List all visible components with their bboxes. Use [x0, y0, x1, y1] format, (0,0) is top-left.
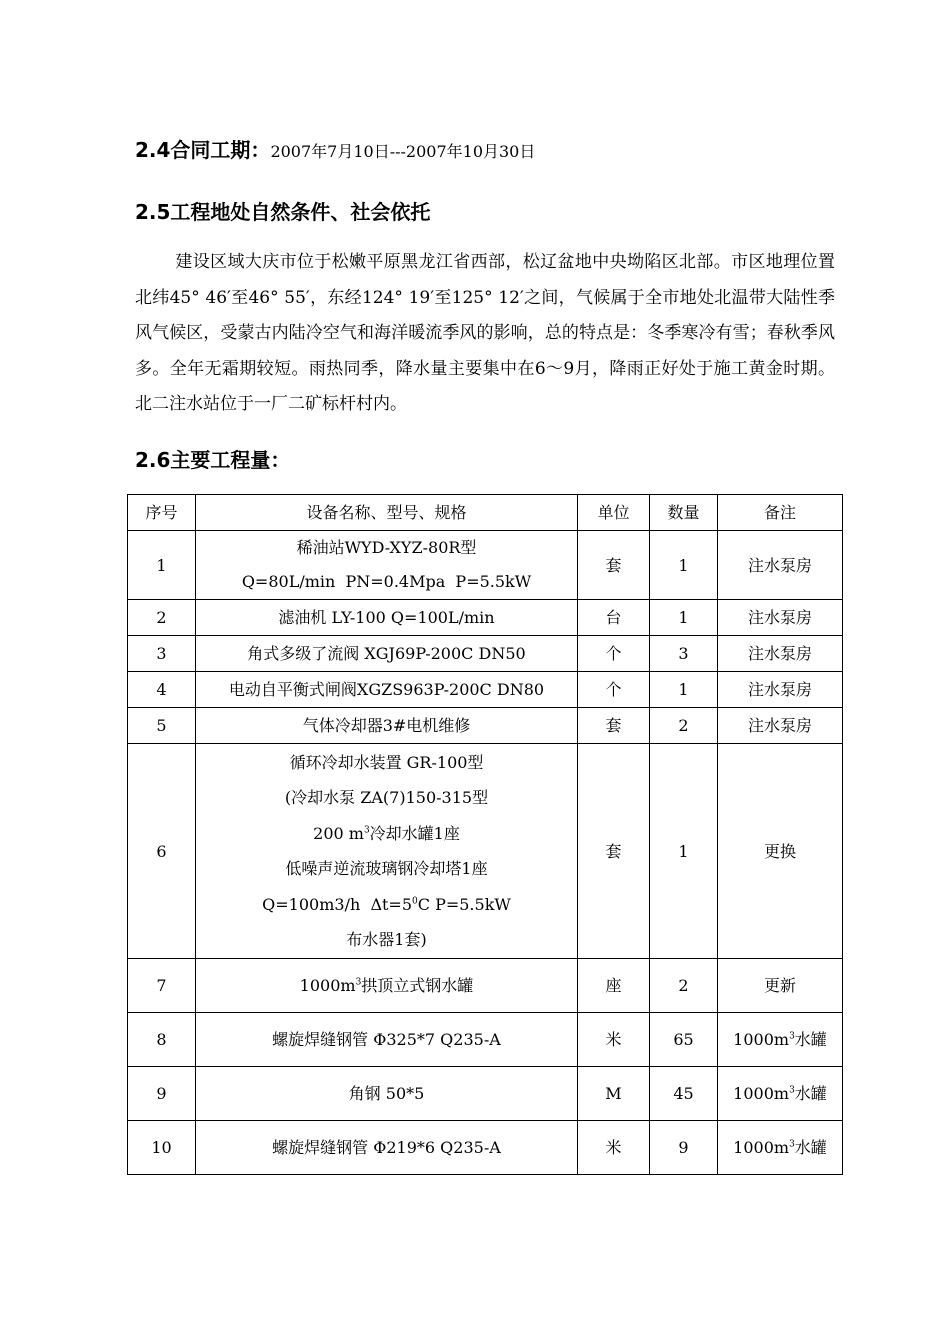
cell-no: 2 — [128, 600, 196, 636]
cell-note: $1000m^3$水罐 — [718, 1067, 843, 1121]
header-qty: 数量 — [650, 495, 718, 531]
cell-qty: 2 — [650, 708, 718, 744]
table-body — [128, 531, 843, 1175]
section-2-5-heading: 2.5工程地处自然条件、社会依托 — [135, 200, 431, 224]
cell-name-line: 循环冷却水装置 GR-100型 — [289, 752, 484, 772]
table-row — [128, 959, 843, 1013]
cell-qty: 45 — [650, 1067, 718, 1121]
cell-name — [196, 636, 578, 672]
cell-note: 更换 — [718, 744, 843, 959]
table-header-row — [128, 495, 843, 531]
cell-name-line: (冷却水泵 ZA(7)150-315型 — [284, 788, 489, 807]
section-2-6-heading: 2.6主要工程量： — [135, 448, 291, 472]
table-row — [128, 744, 843, 959]
cell-no: 9 — [128, 1067, 196, 1121]
cell-name-line: 角式多级了流阀 XGJ69P-200C DN50 — [247, 644, 526, 663]
cell-name — [196, 1067, 578, 1121]
cell-note: 注水泵房 — [718, 708, 843, 744]
cell-unit: 个 — [578, 636, 650, 672]
cell-note: 注水泵房 — [718, 600, 843, 636]
cell-no: 7 — [128, 959, 196, 1013]
cell-note: 注水泵房 — [718, 672, 843, 708]
cell-no: 4 — [128, 672, 196, 708]
cell-name-line: 稀油站WYD-XYZ-80R型 — [296, 538, 477, 557]
cell-unit: 米 — [578, 1121, 650, 1175]
cell-qty: 9 — [650, 1121, 718, 1175]
cell-name — [196, 1121, 578, 1175]
cell-name-line: 电动自平衡式闸阀XGZS963P-200C DN80 — [228, 680, 545, 699]
cell-unit: 套 — [578, 708, 650, 744]
cell-unit: 套 — [578, 744, 650, 959]
cell-no: 3 — [128, 636, 196, 672]
header-note: 备注 — [718, 495, 843, 531]
cell-qty: 1 — [650, 744, 718, 959]
cell-unit: M — [578, 1067, 650, 1121]
cell-name — [196, 1013, 578, 1067]
cell-name — [196, 708, 578, 744]
cell-qty: 65 — [650, 1013, 718, 1067]
table-row — [128, 636, 843, 672]
cell-note: 更新 — [718, 959, 843, 1013]
section-2-4-heading — [135, 138, 535, 164]
contract-period-value: 2007年7月10日---2007年10月30日 — [270, 142, 536, 161]
cell-qty: 2 — [650, 959, 718, 1013]
cell-note: 注水泵房 — [718, 636, 843, 672]
cell-unit: 台 — [578, 600, 650, 636]
cell-qty: 3 — [650, 636, 718, 672]
cell-qty: 1 — [650, 531, 718, 600]
cell-no: 6 — [128, 744, 196, 959]
cell-unit: 套 — [578, 531, 650, 600]
cell-name-line: Q=100m3/h $\Delta t=5^0C$ P=5.5kW — [262, 894, 511, 914]
quantities-table — [127, 494, 843, 1175]
cell-no: 8 — [128, 1013, 196, 1067]
cell-unit: 米 — [578, 1013, 650, 1067]
cell-note: $1000m^3$水罐 — [718, 1121, 843, 1175]
table-row — [128, 708, 843, 744]
cell-name — [196, 531, 578, 600]
cell-unit: 座 — [578, 959, 650, 1013]
header-unit: 单位 — [578, 495, 650, 531]
table-row — [128, 1013, 843, 1067]
header-no: 序号 — [128, 495, 196, 531]
cell-name-line: 滤油机 LY-100 Q=100L/min — [278, 608, 495, 627]
cell-name-line: 角钢 50*5 — [348, 1084, 425, 1103]
header-name: 设备名称、型号、规格 — [196, 495, 578, 531]
section-2-4-title: 2.4合同工期： — [135, 138, 271, 162]
cell-qty: 1 — [650, 600, 718, 636]
cell-name-line: Q=80L/min PN=0.4Mpa P=5.5kW — [241, 572, 532, 591]
cell-name — [196, 959, 578, 1013]
table-row — [128, 1067, 843, 1121]
cell-no: 5 — [128, 708, 196, 744]
cell-note: $1000m^3$水罐 — [718, 1013, 843, 1067]
cell-no: 10 — [128, 1121, 196, 1175]
table-row — [128, 672, 843, 708]
cell-name-line: $1000m^3$拱顶立式钢水罐 — [299, 976, 474, 995]
natural-conditions-paragraph — [135, 245, 835, 423]
cell-name — [196, 672, 578, 708]
cell-name-line: 低噪声逆流玻璃钢冷却塔1座 — [285, 859, 488, 878]
cell-unit: 个 — [578, 672, 650, 708]
table-row — [128, 600, 843, 636]
cell-name-line: 布水器1套) — [346, 930, 427, 949]
paragraph-text: 建设区域大庆市位于松嫩平原黑龙江省西部，松辽盆地中央坳陷区北部。市区地理位置北纬45° 46′至46° 55′，东经124° 19′至125° 12′之间，气候属于全市地处北温带大陆性季风气候区，受蒙古内陆冷空气和海洋暖流季风的影响，总的特点是：冬季寒冷有雪；春秋季风多。全年无霜期较短。雨热同季，降水量主要集中在6～9月，降雨正好处于施工黄金时期。北二注水站位于一厂二矿标杆村内。 — [135, 252, 835, 414]
cell-name-line: 螺旋焊缝钢管 Φ325*7 Q235-A — [272, 1030, 501, 1049]
cell-name-line: 气体冷却器3#电机维修 — [302, 716, 471, 735]
table-row — [128, 531, 843, 600]
cell-name-line: 螺旋焊缝钢管 Φ219*6 Q235-A — [272, 1138, 501, 1157]
cell-name — [196, 744, 578, 959]
cell-qty: 1 — [650, 672, 718, 708]
cell-name — [196, 600, 578, 636]
cell-no: 1 — [128, 531, 196, 600]
cell-name-line: 200 $m^3$冷却水罐1座 — [313, 823, 460, 843]
cell-note: 注水泵房 — [718, 531, 843, 600]
table-row — [128, 1121, 843, 1175]
